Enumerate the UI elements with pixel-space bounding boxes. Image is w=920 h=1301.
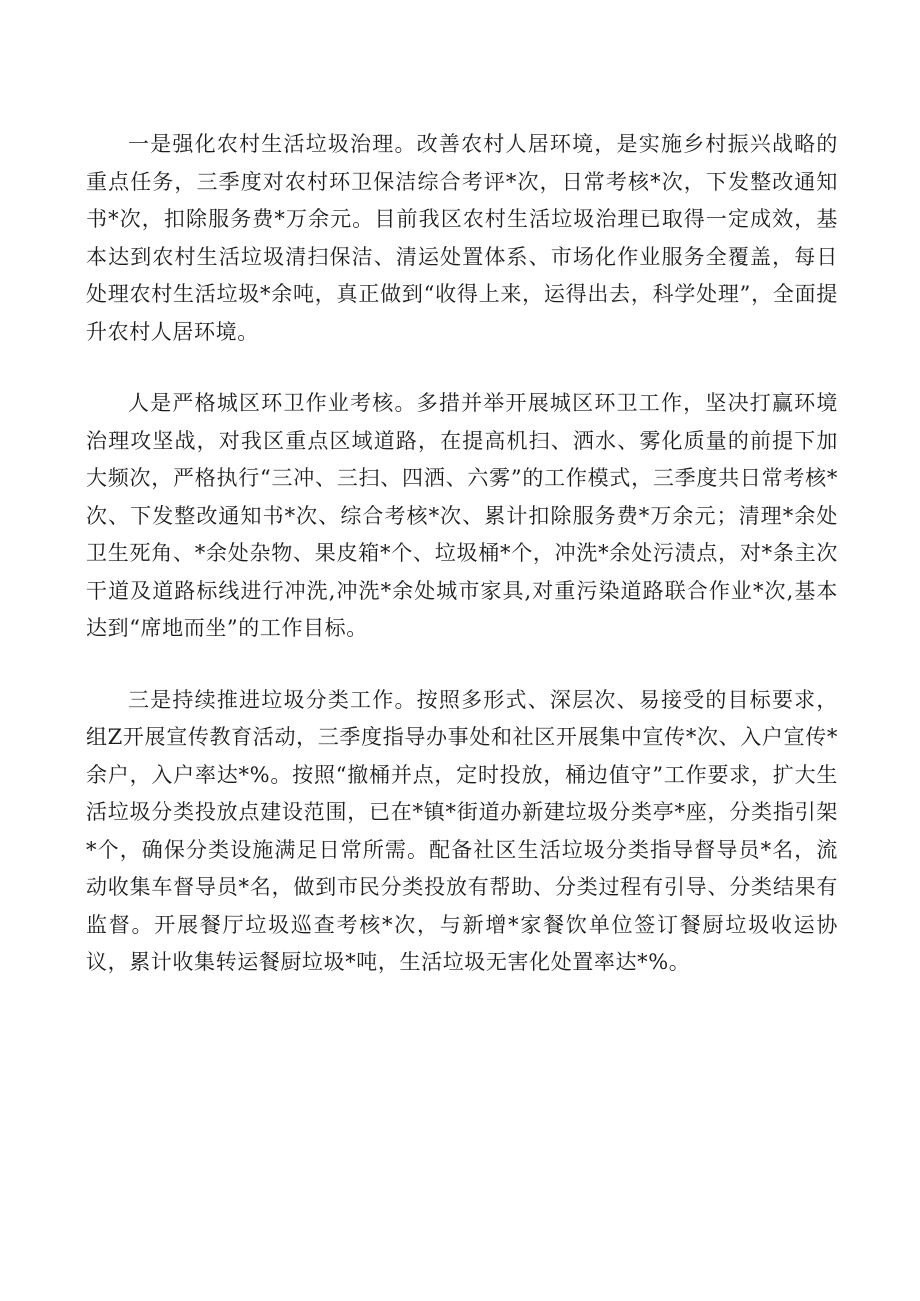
paragraph-rural-garbage: 一是强化农村生活垃圾治理。改善农村人居环境，是实施乡村振兴战略的重点任务，三季度对农村环卫保洁综合考评*次，日常考核*次，下发整改通知书*次，扣除服务费*万余元。目前我区农村生活垃圾治理已取得一定成效，基本达到农村生活垃圾清扫保洁、清运处置体系、市场化作业服务全覆盖，每日处理农村生活垃圾*余吨，真正做到“收得上来，运得出去，科学处理”，全面提升农村人居环境。	[86, 132, 838, 344]
paragraph-urban-sanitation: 人是严格城区环卫作业考核。多措并举开展城区环卫工作，坚决打赢环境治理攻坚战，对我区重点区域道路，在提高机扫、洒水、雾化质量的前提下加大频次，严格执行“三冲、三扫、四洒、六雾”的工作模式，三季度共日常考核*次、下发整改通知书*次、综合考核*次、累计扣除服务费*万余元；清理*余处卫生死角、*余处杂物、果皮箱*个、垃圾桶*个，冲洗*余处污渍点，对*条主次干道及道路标线进行冲洗,冲洗*余处城市家具,对重污染道路联合作业*次,基本达到“席地而坐”的工作目标。	[86, 391, 838, 640]
document-body	[86, 126, 838, 982]
paragraph-garbage-sorting: 三是持续推进垃圾分类工作。按照多形式、深层次、易接受的目标要求，组Z开展宣传教育活动，三季度指导办事处和社区开展集中宣传*次、入户宣传*余户，入户率达*%。按照“撤桶并点，定时投放，桶边值守”工作要求，扩大生活垃圾分类投放点建设范围，已在*镇*街道办新建垃圾分类亭*座，分类指引架*个，确保分类设施满足日常所需。配备社区生活垃圾分类指导督导员*名，流动收集车督导员*名，做到市民分类投放有帮助、分类过程有引导、分类结果有监督。开展餐厅垃圾巡查考核*次，与新增*家餐饮单位签订餐厨垃圾收运协议，累计收集转运餐厨垃圾*吨，生活垃圾无害化处置率达*%。	[86, 687, 838, 974]
